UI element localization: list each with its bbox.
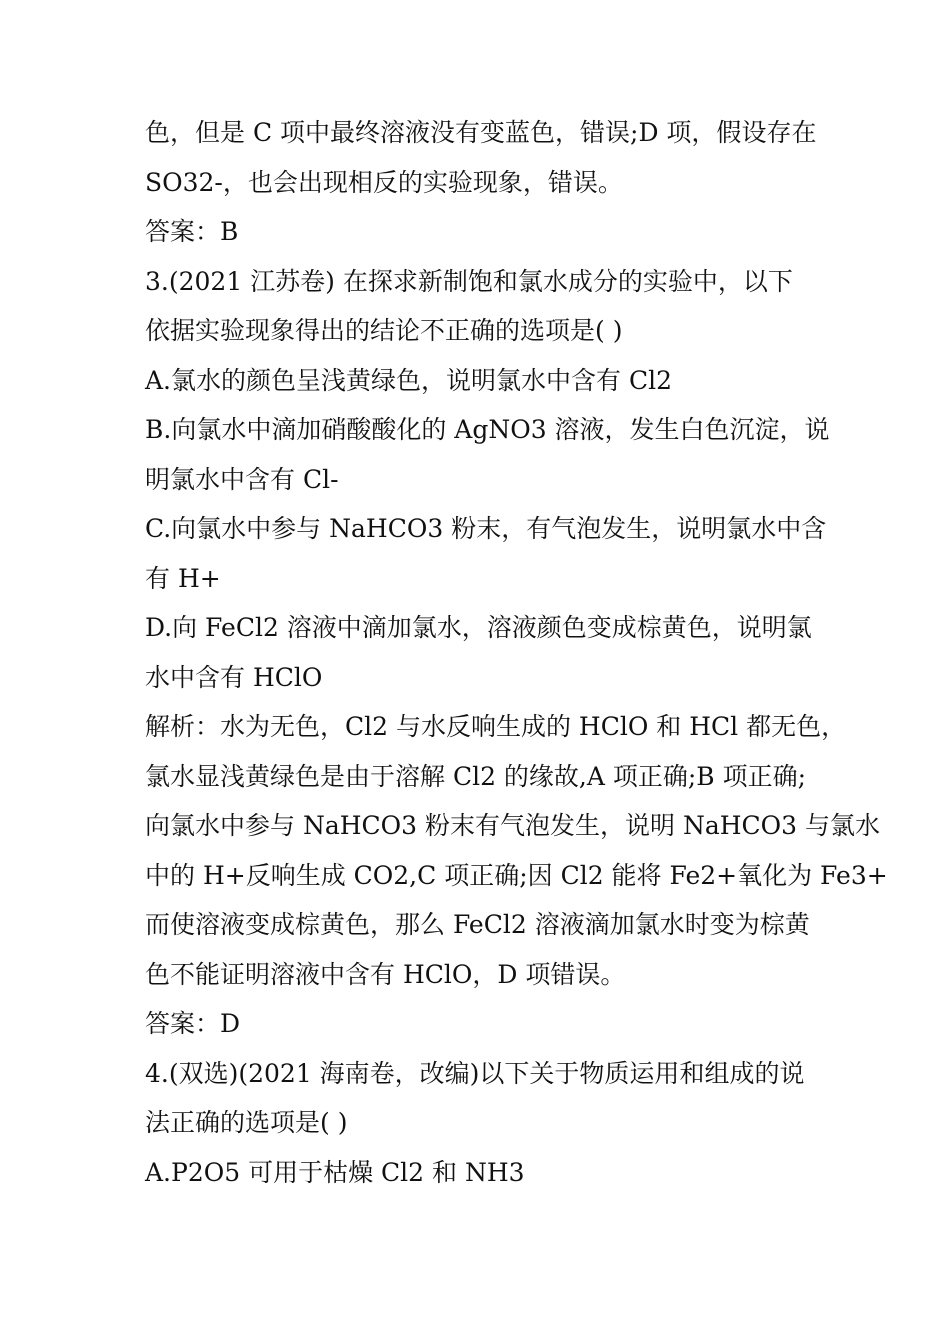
question-3-line: 3.(2021 江苏卷) 在探求新制饱和氯水成分的实验中，以下	[145, 266, 793, 296]
text-line: 色，但是 C 项中最终溶液没有变蓝色，错误;D 项，假设存在	[145, 118, 817, 147]
answer-line: 答案：B	[145, 217, 239, 246]
option-c-line: 有 H+	[145, 563, 221, 593]
explanation-line: 色不能证明溶液中含有 HClO，D 项错误。	[145, 959, 626, 989]
document-body	[145, 108, 888, 1197]
explanation-line: 向氯水中参与 NaHCO3 粉末有气泡发生，说明 NaHCO3 与氯水	[145, 811, 881, 840]
option-a-line: A.氯水的颜色呈浅黄绿色，说明氯水中含有 Cl2	[145, 365, 672, 395]
explanation-line: 氯水显浅黄绿色是由于溶解 Cl2 的缘故,A 项正确;B 项正确;	[145, 761, 807, 791]
explanation-line: 而使溶液变成棕黄色，那么 FeCl2 溶液滴加氯水时变为棕黄	[145, 910, 810, 939]
question-3-line: 依据实验现象得出的结论不正确的选项是( )	[145, 316, 623, 345]
option-b-line: B.向氯水中滴加硝酸酸化的 AgNO3 溶液，发生白色沉淀，说	[145, 415, 830, 444]
question-4-line: 法正确的选项是( )	[145, 1108, 348, 1137]
text-line: SO32-，也会出现相反的实验现象，错误。	[145, 167, 623, 197]
explanation-line: 解析：水为无色，Cl2 与水反响生成的 HClO 和 HCl 都无色，	[145, 712, 847, 741]
option-a-line: A.P2O5 可用于枯燥 Cl2 和 NH3	[145, 1157, 525, 1187]
option-c-line: C.向氯水中参与 NaHCO3 粉末，有气泡发生，说明氯水中含	[145, 514, 827, 543]
option-d-line: 水中含有 HClO	[145, 662, 323, 692]
explanation-line: 中的 H+反响生成 CO2,C 项正确;因 Cl2 能将 Fe2+氧化为 Fe3+	[145, 860, 888, 890]
option-d-line: D.向 FeCl2 溶液中滴加氯水，溶液颜色变成棕黄色，说明氯	[145, 613, 812, 642]
option-b-line: 明氯水中含有 Cl-	[145, 464, 339, 494]
question-4-line: 4.(双选)(2021 海南卷，改编)以下关于物质运用和组成的说	[145, 1058, 805, 1088]
answer-line: 答案：D	[145, 1009, 241, 1038]
